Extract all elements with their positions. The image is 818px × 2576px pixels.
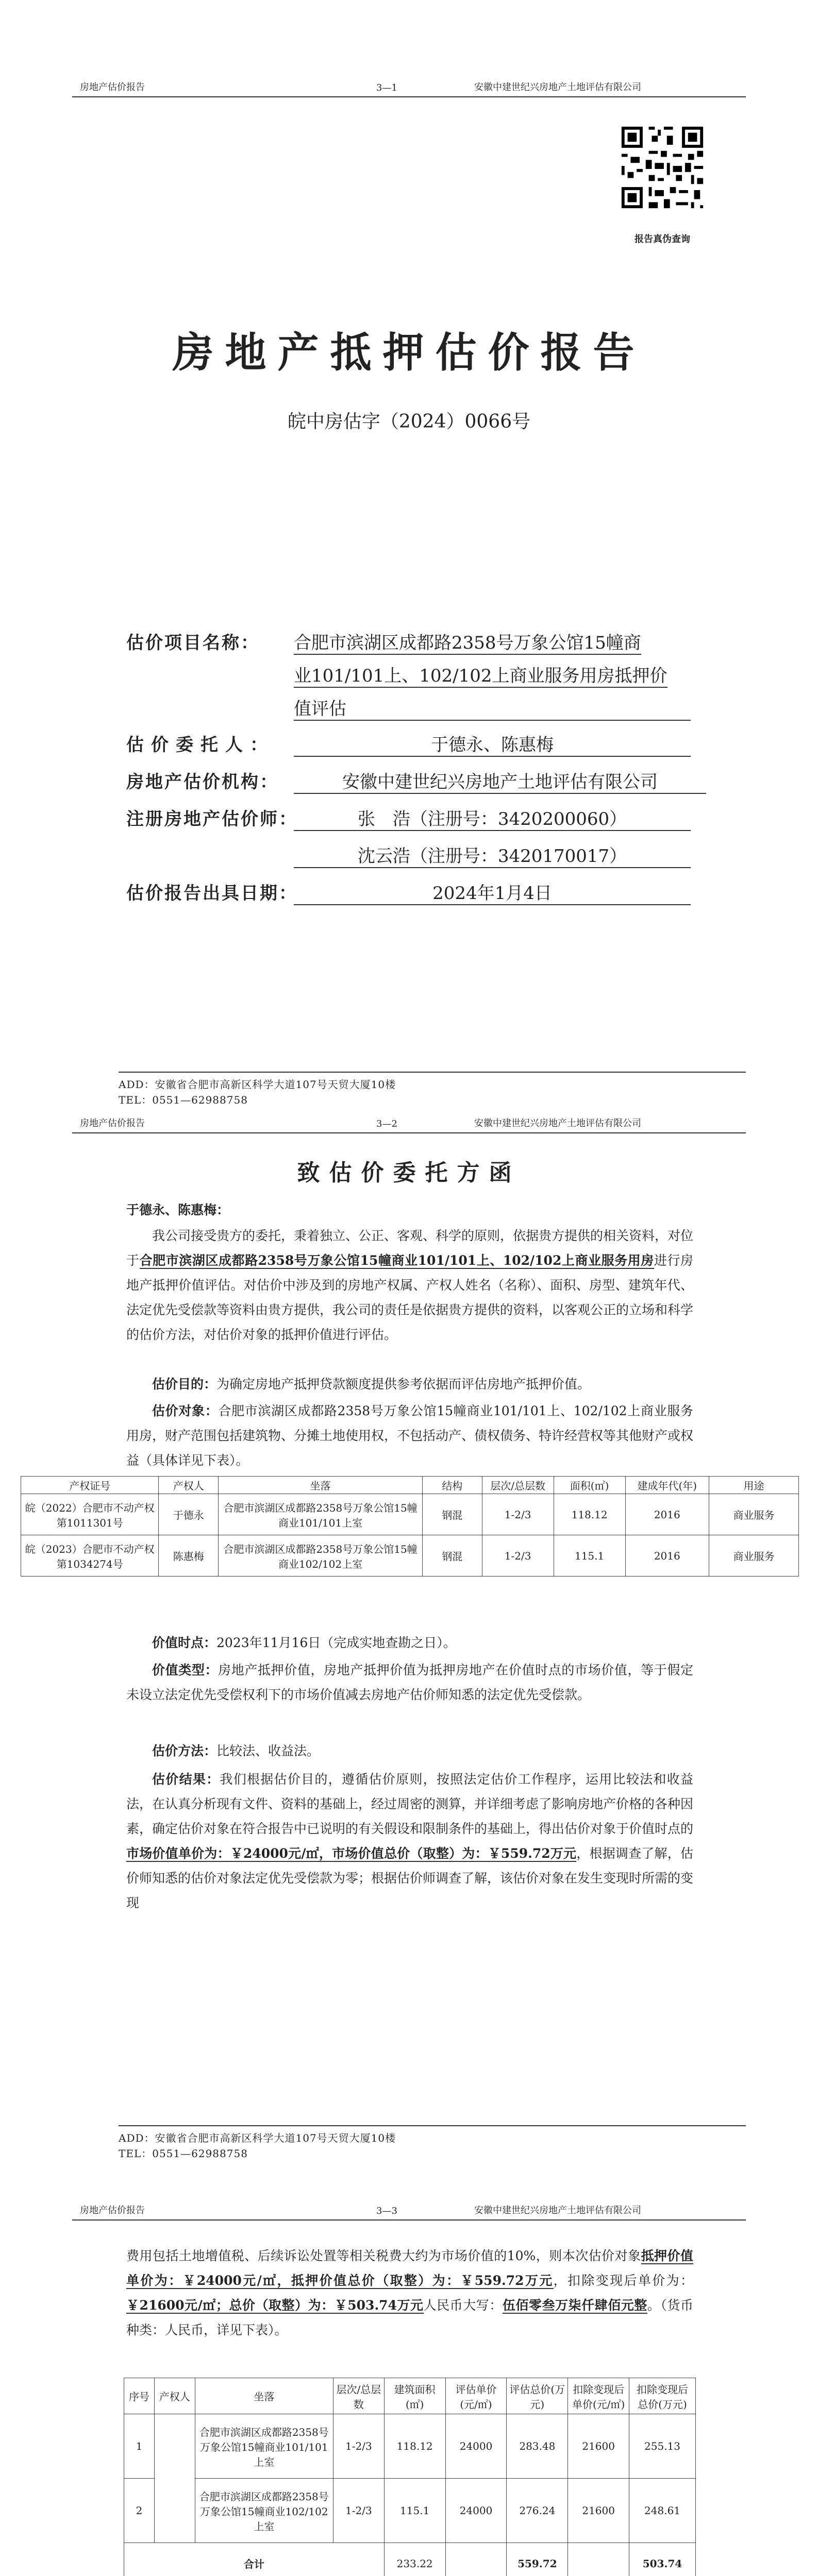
date-value: 2024年1月4日 [294, 879, 691, 905]
property-address-bold: 合肥市滨湖区成都路2358号万象公馆15幢商业101/101上、102/102上商业服务用房 [139, 1253, 654, 1268]
table-row: 皖（2022）合肥市不动产权第1011301号 于德永 合肥市滨湖区成都路2358号万象公馆15幢商业101/101上室 钢混 1-2/3 118.12 2016 商业服务 [21, 1494, 799, 1535]
header-left: 房地产估价报告 [80, 82, 145, 93]
footer-address: ADD：安徽省合肥市高新区科学大道107号天贸大厦10楼 [119, 1078, 396, 1091]
org-value: 安徽中建世纪兴房地产土地评估有限公司 [294, 768, 706, 794]
table-total-row: 合计 233.22 559.72 503.74 [124, 2543, 696, 2576]
salutation: 于德永、陈惠梅： [126, 1202, 230, 1217]
result-paragraph: 估价结果：我们根据估价目的，遵循估价原则，按照法定估价工作程序，运用比较法和收益法，在认真分析现有文件、资料的基础上，经过周密的测算，并详细考虑了影响房地产价格的各种因素，确定估价对象在符合报告中已说明的有关假设和限制条件的基础上，得出估价对象于价值时点的市场价值单价为：￥24000元/㎡，市场价值总价（取整）为：￥559.72万元，根据调查了解，估价师知悉的估价对象法定优先受偿款为零；根据估价师调查了解，该估价对象在发生变现时所需的变现 [126, 1772, 694, 1910]
qr-caption: 报告真伪查询 [635, 234, 690, 245]
cover-page [0, 0, 818, 1108]
table-header-row: 产权证号 产权人 坐落 结构 层次/总层数 面积(㎡) 建成年代(年) 用途 [21, 1477, 799, 1494]
date-label: 估价报告出具日期： [126, 883, 298, 904]
appraiser-label: 注册房地产估价师： [126, 809, 298, 829]
page-header [72, 2203, 746, 2221]
intro-paragraph: 我公司接受贵方的委托，秉着独立、公正、客观、科学的原则，依据贵方提供的相关资料，对位于合肥市滨湖区成都路2358号万象公馆15幢商业101/101上、102/102上商业服务用房进行房地产抵押价值评估。对估价中涉及到的房地产权属、产权人姓名（名称）、面积、房型、建筑年代、法定优先受偿款等资料由贵方提供，我公司的责任是依据贵方提供的资料，以客观公正的立场和科学的估价方法，对估价对象的抵押价值进行评估。 [126, 1228, 694, 1342]
property-table [21, 1476, 799, 1577]
footer-tel: TEL：0551—62988758 [119, 2147, 248, 2160]
project-line-2: 业101/101上、102/102上商业服务用房抵押价 [294, 662, 667, 688]
value-date-paragraph: 价值时点：2023年11月16日（完成实地查勘之日）。 [152, 1635, 456, 1650]
page-footer [119, 2125, 746, 2161]
table-row: 1 合肥市滨湖区成都路2358号万象公馆15幢商业101/101上室 1-2/3 118.12 24000 283.48 21600 255.13 [124, 2414, 696, 2479]
header-page-no: 3—1 [376, 82, 397, 93]
org-label: 房地产估价机构： [126, 772, 279, 792]
result-continued-paragraph: 费用包括土地增值税、后续诉讼处置等相关税费大约为市场价值的10%，则本次估价对象抵押价值单价为：￥24000元/㎡，抵押价值总价（取整）为：￥559.72万元，扣除变现后单价为：￥21600元/㎡；总价（取整）为：￥503.74万元人民币大写：伍佰零叁万柒仟肆佰元整。（货币种类：人民币，详见下表）。 [126, 2248, 693, 2337]
header-company: 安徽中建世纪兴房地产土地评估有限公司 [474, 2205, 641, 2216]
letter-title: 致估价委托方函 [297, 1160, 521, 1186]
letter-page [0, 1108, 818, 2195]
project-label: 估价项目名称： [126, 633, 260, 653]
header-page-no: 3—2 [376, 1118, 397, 1129]
client-label: 估价委托人： [126, 735, 275, 755]
method-paragraph: 估价方法：比较法、收益法。 [152, 1743, 320, 1758]
header-left: 房地产估价报告 [80, 1118, 145, 1129]
object-paragraph: 估价对象：合肥市滨湖区成都路2358号万象公馆15幢商业101/101上、102/102上商业服务用房，财产范围包括建筑物、分摊土地使用权，不包括动产、债权债务、特许经营权等其他财产或权益（具体详见下表）。 [126, 1403, 694, 1468]
footer-tel: TEL：0551—62988758 [119, 1094, 248, 1106]
footer-address: ADD：安徽省合肥市高新区科学大道107号天贸大厦10楼 [119, 2132, 396, 2144]
table-row: 皖（2023）合肥市不动产权第1034274号 陈惠梅 合肥市滨湖区成都路2358号万象公馆15幢商业102/102上室 钢混 1-2/3 115.1 2016 商业服务 [21, 1535, 799, 1577]
purpose-paragraph: 估价目的：为确定房地产抵押贷款额度提供参考依据而评估房地产抵押价值。 [152, 1377, 591, 1392]
header-company: 安徽中建世纪兴房地产土地评估有限公司 [474, 82, 641, 93]
page-header [72, 80, 746, 97]
report-title: 房地产抵押估价报告 [172, 328, 646, 377]
valuation-table [124, 2378, 696, 2576]
appraiser-2: 沈云浩（注册号：3420170017） [294, 842, 691, 868]
letter-page-3 [0, 2195, 818, 2576]
client-value: 于德永、陈惠梅 [294, 731, 691, 757]
appraiser-1: 张 浩（注册号：3420200060） [294, 805, 691, 831]
table-row: 2 合肥市滨湖区成都路2358号万象公馆15幢商业102/102上室 1-2/3 115.1 24000 276.24 21600 248.61 [124, 2479, 696, 2543]
header-left: 房地产估价报告 [80, 2205, 145, 2216]
page-footer [119, 1072, 746, 1108]
value-type-paragraph: 价值类型：房地产抵押价值，房地产抵押价值为抵押房地产在价值时点的市场价值，等于假定未设立法定优先受偿权利下的市场价值减去房地产估价师知悉的法定优先受偿款。 [126, 1663, 693, 1702]
header-page-no: 3—3 [376, 2206, 397, 2216]
page-header [72, 1116, 746, 1133]
table-header-row: 序号 产权人 坐落 层次/总层数 建筑面积(㎡) 评估单价(元/㎡) 评估总价(万元) 扣除变现后单价(元/㎡) 扣除变现后总价(万元) [124, 2378, 696, 2414]
qr-code-icon[interactable] [619, 124, 706, 211]
header-company: 安徽中建世纪兴房地产土地评估有限公司 [474, 1118, 641, 1129]
report-number: 皖中房估字（2024）0066号 [287, 411, 531, 432]
project-line-1: 合肥市滨湖区成都路2358号万象公馆15幢商 [294, 629, 641, 655]
project-line-3: 值评估 [294, 694, 691, 721]
